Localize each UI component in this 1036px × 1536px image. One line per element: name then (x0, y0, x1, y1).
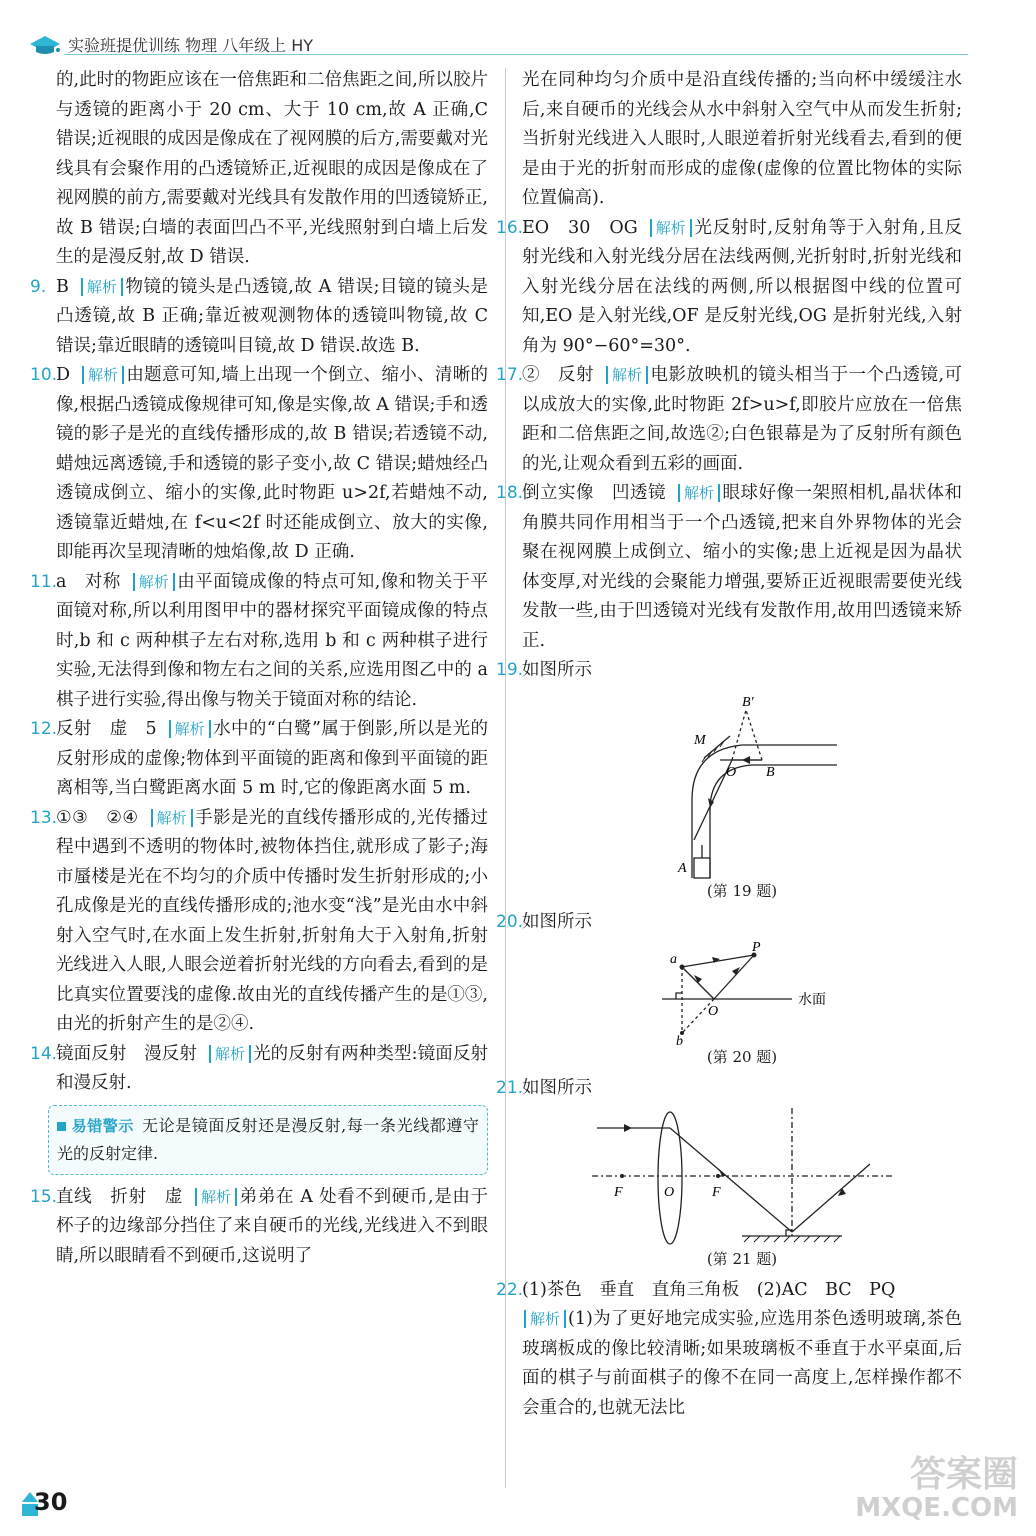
header-rule (64, 54, 968, 55)
answer-item-22 (496, 1276, 962, 1424)
label-o: O (664, 1184, 675, 1200)
answer-item-10 (30, 361, 488, 568)
answer-item-15 (30, 1183, 489, 1272)
answer-item-17 (496, 361, 963, 479)
analysis-tag: 解析 (151, 809, 193, 827)
answer-item-20 (496, 908, 962, 938)
figure-19-diagram (642, 690, 842, 880)
item-analysis: 水中的“白鹭”属于倒影,所以是光的反射形成的虚像;物体到平面镜的距离和像到平面镜的距离相等,当白鹭距离水面 5 m 时,它的像距离水面 5 m. (56, 719, 488, 798)
answer-item-11 (30, 568, 488, 716)
analysis-tag: 解析 (209, 1045, 251, 1063)
item-answer: 反射 虚 5 (56, 719, 157, 739)
header-title: 实验班提优训练 物理 八年级上 HY (68, 36, 314, 55)
item-text: 如图所示 (522, 660, 592, 680)
item-analysis: 眼球好像一架照相机,晶状体和角膜共同作用相当于一个凸透镜,把来自外界物体的光会聚在视网膜上成倒立、缩小的实像;患上近视是因为晶状体变厚,对光线的会聚能力增强,要矫正近视眼需要使光线发散一些,由于凹透镜对光线有发散作用,故用凹透镜来矫正. (522, 483, 963, 651)
label-f-right: F (712, 1184, 721, 1200)
answer-item-18 (496, 479, 963, 656)
intro-text: 的,此时的物距应该在一倍焦距和二倍焦距之间,所以胶片与透镜的距离小于 20 cm、大于 10 cm,故 A 正确,C 错误;近视眼的成因是像成在了视网膜的后方,需要戴对光线具有会聚作用的凸透镜矫正,近视眼的成因是像成在了视网膜的前方,需要戴对光线具有发散作用的凹透镜矫正,故 B 错误;白墙的表面凹凸不平,光线照射到白墙上后发生的是漫反射,故 D 错误. (56, 70, 488, 267)
figure-19 (522, 690, 962, 902)
analysis-tag: 解析 (133, 573, 175, 591)
watermark-line2: MXQE.COM (855, 1493, 1018, 1523)
figure-21-diagram (592, 1108, 892, 1248)
answer-item-14 (30, 1040, 488, 1099)
item-text: 如图所示 (522, 1078, 592, 1098)
analysis-tag: 解析 (169, 720, 211, 738)
watermark (855, 1456, 1018, 1522)
item-number: 14. (30, 1043, 58, 1064)
item-analysis: 电影放映机的镜头相当于一个凸透镜,可以成放大的实像,此时物距 2f>u>f,即胶片应放在一倍焦距和二倍焦距之间,故选②;白色银幕是为了反射所有颜色的光,让观众看到五彩的画面. (522, 365, 963, 474)
page-number-text: 30 (34, 1488, 68, 1516)
item-answer: ①③ ②④ (56, 807, 139, 828)
item-answer: ② 反射 (522, 365, 594, 385)
item-number: 18. (496, 483, 524, 503)
item-answer: (1)茶色 垂直 直角三角板 (2)AC BC PQ (522, 1279, 896, 1300)
analysis-tag: 解析 (524, 1310, 566, 1328)
item-number: 21. (496, 1078, 524, 1098)
item-number: 20. (496, 911, 524, 932)
label-o: O (708, 1004, 719, 1019)
item-analysis: 手影是光的直线传播形成的,光传播过程中遇到不透明的物体时,被物体挡住,就形成了影子;海市蜃楼是光在不均匀的介质中传播时发生折射形成的;小孔成像是光的直线传播形成的;池水变“浅”是光由水中斜射入空气时,在水面上发生折射,折射角大于入射角,折射光线进入人眼,人眼会逆着折射光线的方向看去,看到的是比真实位置要浅的虚像.故由光的直线传播产生的是①③,由光的折射产生的是②④. (56, 807, 488, 1034)
label-p: P (752, 941, 761, 955)
item-answer: D (56, 365, 71, 385)
item-answer: 倒立实像 凹透镜 (522, 483, 666, 503)
item-number: 9. (30, 276, 47, 297)
label-f-left: F (614, 1184, 623, 1200)
label-b: B (766, 764, 775, 780)
page-header (28, 30, 968, 60)
analysis-tag: 解析 (678, 484, 720, 502)
item-answer: B (56, 276, 69, 297)
warning-bullet-icon (57, 1122, 66, 1131)
answer-item-12 (30, 715, 488, 804)
ground-hatch (744, 1236, 840, 1242)
answer-item-13 (30, 804, 488, 1040)
label-a: a (670, 952, 677, 967)
item-answer: EO 30 OG (522, 217, 638, 238)
item-number: 13. (30, 807, 58, 828)
figure-21-caption: (第 21 题) (706, 1249, 778, 1268)
figure-20-diagram (642, 941, 842, 1046)
item-analysis: (1)为了更好地完成实验,应选用茶色透明玻璃,茶色玻璃板成的像比较清晰;如果玻璃板不垂直于水平桌面,后面的棋子与前面棋子的像不在同一高度上,怎样操作都不会重合的,也就无法比 (522, 1309, 962, 1418)
answer-item-21 (496, 1074, 962, 1104)
figure-20 (522, 941, 962, 1068)
item-analysis: 由平面镜成像的特点可知,像和物关于平面镜对称,所以利用图甲中的器材探究平面镜成像的特点时,b 和 c 两种棋子左右对称,选用 b 和 c 两种棋子进行实验,无法得到像和物左右之间的关系,应选用图乙中的 a 棋子进行实验,得出像与物关于镜面对称的结论. (56, 571, 488, 710)
item-analysis: 物镜的镜头是凸透镜,故 A 错误;目镜的镜头是凸透镜,故 B 正确;靠近被观测物体的透镜叫物镜,故 C 错误;靠近眼睛的透镜叫目镜,故 D 错误.故选 B. (56, 276, 488, 356)
item-number: 16. (496, 217, 524, 238)
answer-item-9 (30, 273, 488, 362)
item-answer: 直线 折射 虚 (56, 1186, 184, 1207)
item-analysis: 弟弟在 A 处看不到硬币,是由于杯子的边缘部分挡住了来自硬币的光线,光线进入不到眼睛,所以眼睛看不到硬币,这说明了 (56, 1186, 489, 1266)
item-answer: a 对称 (56, 571, 121, 592)
item-analysis: 光的反射有两种类型:镜面反射和漫反射. (56, 1043, 488, 1093)
warning-text: 无论是镜面反射还是漫反射,每一条光线都遵守光的反射定律. (57, 1115, 479, 1163)
analysis-tag: 解析 (81, 278, 123, 296)
item-number: 15. (30, 1186, 58, 1207)
item-text: 如图所示 (522, 911, 592, 932)
analysis-tag: 解析 (82, 366, 124, 384)
item-analysis: 光反射时,反射角等于入射角,且反射光线和入射光线分居在法线两侧,光折射时,折射光线和入射光线分居在法线的两侧,所以根据图中线的位置可知,EO 是入射光线,OF 是反射光线,OG 是折射光线,入射角为 90°−60°=30°. (522, 217, 963, 356)
label-o: O (726, 764, 737, 780)
label-b-prime: B′ (742, 694, 754, 710)
item-number: 22. (496, 1279, 524, 1300)
left-column (30, 66, 489, 1271)
label-m: M (694, 732, 706, 748)
right-column (496, 66, 963, 1423)
item-number: 17. (496, 365, 524, 385)
label-b: b (676, 1034, 683, 1046)
watermark-line1: 答案圈 (909, 1454, 1018, 1495)
analysis-tag: 解析 (606, 366, 648, 384)
item-analysis: 由题意可知,墙上出现一个倒立、缩小、清晰的像,根据凸透镜成像规律可知,像是实像,故 A 错误;手和透镜的影子是光的直线传播形成的,故 B 错误;若透镜不动,蜡烛远离透镜,手和透镜的影子变小,故 C 错误;蜡烛经凸透镜成倒立、缩小的实像,此时物距 u>2f,若蜡烛不动,透镜靠近蜡烛,在 f<u<2f 时还能成倒立、放大的实像,即能再次呈现清晰的烛焰像,故 D 正确. (56, 365, 488, 562)
figure-19-caption: (第 19 题) (706, 881, 778, 900)
item-15-continued: 光在同种均匀介质中是沿直线传播的;当向杯中缓缓注水后,来自硬币的光线会从水中斜射入空气中从而发生折射;当折射光线进入人眼时,人眼逆着折射光线看去,看到的便是由于光的折射而形成的虚像(虚像的位置比物体的实际位置偏高). (522, 70, 962, 208)
figure-20-caption: (第 20 题) (706, 1048, 778, 1066)
analysis-tag: 解析 (195, 1188, 237, 1206)
item-number: 12. (30, 719, 58, 739)
item-answer: 镜面反射 漫反射 (56, 1043, 197, 1064)
item-number: 11. (30, 571, 58, 592)
label-water-surface: 水面 (798, 992, 826, 1008)
item-number: 10. (30, 365, 58, 385)
page-number (20, 1484, 80, 1518)
answer-item-16 (496, 214, 963, 362)
answer-item-19 (496, 656, 962, 686)
warning-box (48, 1105, 488, 1175)
item-number: 19. (496, 660, 524, 680)
analysis-tag: 解析 (650, 219, 692, 237)
warning-label: 易错警示 (71, 1116, 134, 1135)
figure-21 (522, 1108, 962, 1270)
book-logo-icon (28, 30, 62, 56)
label-a: A (678, 860, 687, 876)
